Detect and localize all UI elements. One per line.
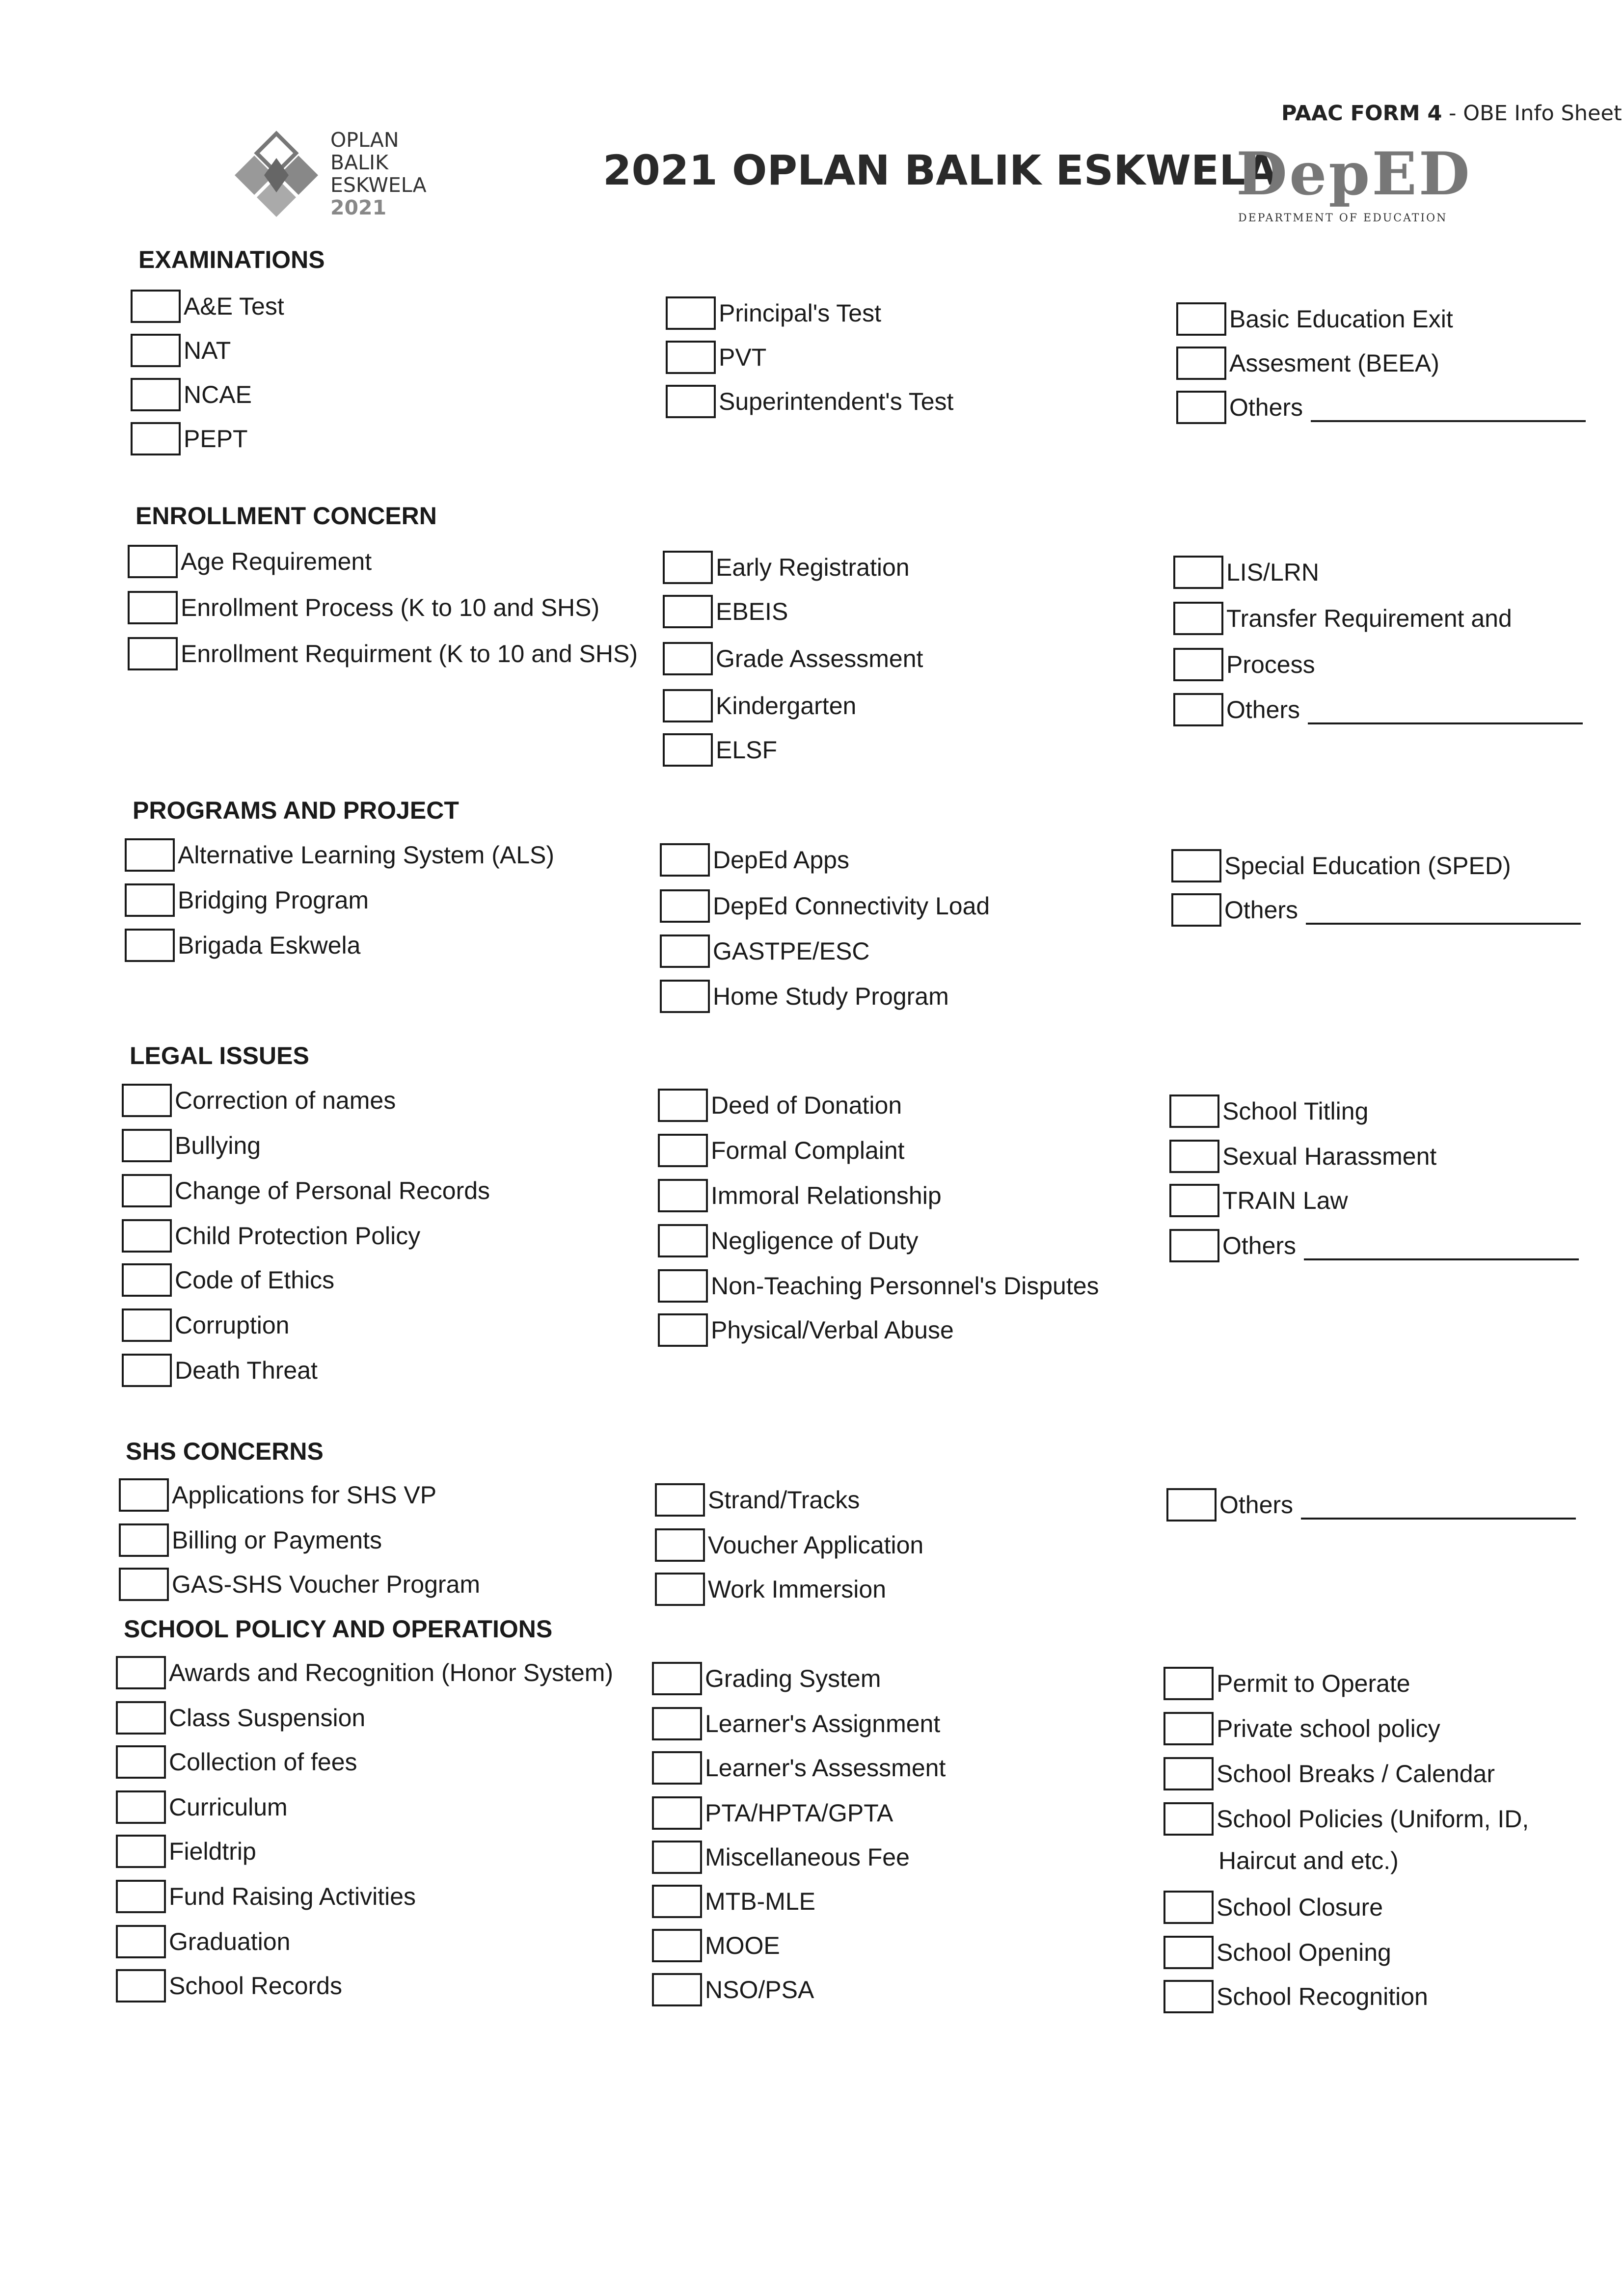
checkbox-box[interactable] (652, 1885, 702, 1918)
checkbox-box[interactable] (660, 980, 710, 1013)
checkbox-item[interactable] (666, 295, 881, 331)
checkbox-item[interactable] (116, 1789, 288, 1825)
checkbox-label: TRAIN Law (1222, 1187, 1348, 1214)
checkbox-label: School Records (169, 1972, 342, 2000)
checkbox-box[interactable] (128, 591, 178, 624)
checkbox-box[interactable] (1163, 1802, 1214, 1836)
checkbox-item[interactable] (1176, 301, 1453, 337)
checkbox-label: Private school policy (1217, 1715, 1440, 1742)
checkbox-box[interactable] (122, 1354, 172, 1387)
checkbox-box[interactable] (1169, 1140, 1219, 1173)
checkbox-item-others[interactable] (1173, 692, 1583, 727)
checkbox-label: Early Registration (716, 554, 910, 581)
checkbox-item[interactable] (1163, 1890, 1383, 1925)
checkbox-item-others[interactable] (1169, 1228, 1579, 1263)
checkbox-item[interactable] (1173, 555, 1319, 590)
checkbox-label: PVT (719, 344, 767, 371)
checkbox-item[interactable] (655, 1482, 860, 1518)
checkbox-item[interactable] (663, 688, 856, 723)
checkbox-box[interactable] (1163, 1712, 1214, 1745)
checkbox-box[interactable] (655, 1483, 705, 1517)
checkbox-item[interactable] (660, 979, 949, 1014)
checkbox-box[interactable] (116, 1790, 166, 1824)
checkbox-box[interactable] (1176, 391, 1226, 424)
checkbox-label: Fund Raising Activities (169, 1883, 416, 1910)
checkbox-box[interactable] (131, 334, 181, 367)
checkbox-box[interactable] (663, 595, 713, 628)
checkbox-label: Deed of Donation (711, 1092, 902, 1119)
checkbox-box[interactable] (652, 1973, 702, 2006)
checkbox-box[interactable] (658, 1134, 708, 1167)
checkbox-item[interactable] (658, 1178, 942, 1213)
oplan-logo-text: OPLAN BALIK ESKWELA 2021 (330, 128, 427, 219)
checkbox-label: Others (1222, 1232, 1297, 1259)
checkbox-item[interactable] (663, 550, 910, 585)
checkbox-box[interactable] (1166, 1488, 1217, 1522)
checkbox-label: DepEd Apps (713, 846, 849, 874)
checkbox-label: School Breaks / Calendar (1217, 1760, 1495, 1788)
checkbox-box[interactable] (652, 1707, 702, 1740)
checkbox-label: Enrollment Requirment (K to 10 and SHS) (181, 640, 638, 667)
checkbox-box[interactable] (116, 1969, 166, 2002)
checkbox-label: NSO/PSA (705, 1976, 814, 2003)
checkbox-box[interactable] (116, 1835, 166, 1868)
checkbox-item[interactable] (652, 1840, 910, 1875)
checkbox-label: Child Protection Policy (175, 1222, 421, 1250)
checkbox-item[interactable] (1173, 647, 1315, 682)
checkbox-item[interactable] (652, 1795, 893, 1831)
checkbox-item[interactable] (652, 1661, 881, 1696)
checkbox-label: School Titling (1222, 1097, 1369, 1125)
page-title: 2021 OPLAN BALIK ESKWELA (603, 146, 1277, 194)
checkbox-item[interactable] (122, 1262, 334, 1298)
checkbox-label: Special Education (SPED) (1224, 852, 1511, 880)
checkbox-item[interactable] (116, 1834, 256, 1869)
checkbox-item[interactable] (660, 888, 990, 924)
checkbox-item[interactable] (658, 1223, 918, 1258)
checkbox-label: Learner's Assessment (705, 1754, 946, 1782)
checkbox-box[interactable] (666, 341, 716, 374)
section-title-policy: SCHOOL POLICY AND OPERATIONS (124, 1615, 553, 1643)
checkbox-box[interactable] (116, 1701, 166, 1735)
checkbox-box[interactable] (122, 1219, 172, 1253)
checkbox-label: MTB-MLE (705, 1888, 815, 1915)
checkbox-box[interactable] (1169, 1095, 1219, 1128)
checkbox-item[interactable] (666, 340, 766, 375)
checkbox-label: PEPT (184, 425, 248, 453)
checkbox-box[interactable] (652, 1796, 702, 1830)
others-input-line[interactable] (1306, 903, 1581, 925)
checkbox-item[interactable] (125, 882, 369, 918)
section-title-examinations: EXAMINATIONS (138, 246, 325, 273)
checkbox-label: Corruption (175, 1311, 290, 1339)
checkbox-label: Formal Complaint (711, 1137, 905, 1164)
checkbox-item[interactable] (1163, 1801, 1529, 1837)
checkbox-box[interactable] (666, 385, 716, 418)
checkbox-box[interactable] (122, 1174, 172, 1207)
checkbox-box[interactable] (658, 1313, 708, 1347)
checkbox-item[interactable] (116, 1700, 365, 1735)
checkbox-label: Process (1226, 651, 1315, 678)
form-label: PAAC FORM 4 - OBE Info Sheet (1281, 101, 1622, 126)
checkbox-item[interactable] (116, 1924, 290, 1959)
checkbox-box[interactable] (655, 1573, 705, 1606)
checkbox-item[interactable] (663, 641, 923, 676)
checkbox-box[interactable] (131, 290, 181, 323)
checkbox-label: School Opening (1217, 1939, 1391, 1966)
checkbox-box[interactable] (658, 1224, 708, 1257)
checkbox-box[interactable] (660, 934, 710, 968)
checkbox-item[interactable] (658, 1088, 902, 1123)
checkbox-item[interactable] (122, 1173, 490, 1208)
checkbox-item[interactable] (1169, 1139, 1436, 1174)
checkbox-label: Applications for SHS VP (172, 1481, 437, 1509)
checkbox-item[interactable] (652, 1706, 940, 1741)
checkbox-box[interactable] (116, 1880, 166, 1913)
checkbox-box[interactable] (1171, 849, 1221, 882)
deped-logo: DepED DEPARTMENT OF EDUCATION (1236, 139, 1472, 224)
checkbox-box[interactable] (1169, 1184, 1219, 1217)
checkbox-item[interactable] (116, 1879, 416, 1914)
checkbox-box[interactable] (122, 1308, 172, 1342)
checkbox-label: Transfer Requirement and (1226, 605, 1512, 632)
checkbox-item[interactable] (131, 289, 284, 324)
checkbox-item[interactable] (122, 1083, 396, 1118)
checkbox-item-others[interactable] (1166, 1487, 1576, 1522)
checkbox-box[interactable] (652, 1751, 702, 1785)
checkbox-label: DepEd Connectivity Load (713, 892, 990, 920)
checkbox-label: Principal's Test (719, 299, 881, 327)
checkbox-label: Death Threat (175, 1357, 318, 1384)
checkbox-item[interactable] (663, 594, 788, 629)
checkbox-label: NCAE (184, 381, 252, 408)
checkbox-item[interactable] (663, 732, 777, 768)
checkbox-label: ELSF (716, 736, 778, 764)
checkbox-label: School Policies (Uniform, ID, (1217, 1805, 1529, 1833)
checkbox-label: Voucher Application (708, 1531, 924, 1559)
checkbox-item[interactable] (660, 842, 849, 878)
checkbox-box[interactable] (655, 1528, 705, 1562)
checkbox-label: GASTPE/ESC (713, 937, 870, 965)
checkbox-label: Home Study Program (713, 983, 949, 1010)
checkbox-label: Permit to Operate (1217, 1670, 1410, 1697)
checkbox-item[interactable] (128, 544, 372, 579)
checkbox-box[interactable] (1173, 556, 1223, 589)
checkbox-label: Negligence of Duty (711, 1227, 919, 1255)
section-title-shs: SHS CONCERNS (126, 1438, 324, 1465)
checkbox-item[interactable] (1171, 848, 1511, 883)
checkbox-box[interactable] (1163, 1980, 1214, 2013)
section-title-legal: LEGAL ISSUES (130, 1042, 309, 1069)
checkbox-label: Superintendent's Test (719, 388, 954, 415)
checkbox-item[interactable] (658, 1133, 905, 1168)
checkbox-label: LIS/LRN (1226, 559, 1319, 586)
checkbox-label: Enrollment Process (K to 10 and SHS) (181, 594, 600, 621)
checkbox-box[interactable] (1176, 302, 1226, 336)
checkbox-label-continuation: Haircut and etc.) (1218, 1847, 1399, 1874)
checkbox-label: A&E Test (184, 293, 284, 320)
checkbox-box[interactable] (128, 545, 178, 578)
checkbox-item-others[interactable] (1171, 892, 1581, 928)
checkbox-item[interactable] (1169, 1094, 1368, 1129)
checkbox-item[interactable] (655, 1527, 923, 1563)
checkbox-item[interactable] (125, 928, 360, 963)
checkbox-label: Fieldtrip (169, 1838, 256, 1865)
checkbox-box[interactable] (652, 1662, 702, 1695)
checkbox-item[interactable] (652, 1972, 814, 2007)
checkbox-box[interactable] (666, 296, 716, 330)
checkbox-box[interactable] (1173, 648, 1223, 681)
checkbox-box[interactable] (663, 689, 713, 722)
checkbox-label: GAS-SHS Voucher Program (172, 1571, 481, 1598)
checkbox-box[interactable] (119, 1523, 169, 1557)
checkbox-box[interactable] (658, 1089, 708, 1122)
checkbox-label: PTA/HPTA/GPTA (705, 1799, 893, 1827)
checkbox-item[interactable] (658, 1268, 1099, 1304)
oplan-logo (230, 129, 460, 227)
checkbox-label: Billing or Payments (172, 1526, 382, 1554)
checkbox-box[interactable] (663, 733, 713, 767)
checkbox-label: Others (1219, 1491, 1294, 1519)
checkbox-label: School Recognition (1217, 1983, 1428, 2010)
checkbox-item[interactable] (119, 1567, 480, 1602)
checkbox-item[interactable] (122, 1128, 261, 1163)
checkbox-box[interactable] (1169, 1229, 1219, 1262)
checkbox-label: Change of Personal Records (175, 1177, 490, 1204)
checkbox-item[interactable] (652, 1928, 780, 1963)
checkbox-label: Age Requirement (181, 548, 372, 575)
checkbox-item[interactable] (658, 1312, 954, 1348)
checkbox-box[interactable] (125, 838, 175, 872)
others-input-line[interactable] (1311, 400, 1586, 422)
checkbox-item[interactable] (652, 1750, 946, 1786)
checkbox-label: Curriculum (169, 1793, 288, 1821)
checkbox-label: Class Suspension (169, 1704, 366, 1732)
checkbox-item[interactable] (122, 1308, 289, 1343)
checkbox-label: Others (1226, 696, 1300, 723)
checkbox-item[interactable] (131, 377, 252, 412)
checkbox-label: Kindergarten (716, 692, 857, 720)
checkbox-label: Graduation (169, 1928, 291, 1955)
checkbox-box[interactable] (660, 889, 710, 923)
checkbox-label: EBEIS (716, 598, 788, 625)
checkbox-label: MOOE (705, 1932, 780, 1959)
checkbox-box[interactable] (663, 551, 713, 584)
checkbox-label: NAT (184, 337, 231, 364)
checkbox-item[interactable] (116, 1968, 342, 2003)
checkbox-item[interactable] (128, 590, 599, 625)
checkbox-item[interactable] (1163, 1979, 1428, 2014)
checkbox-box[interactable] (1176, 347, 1226, 380)
checkbox-box[interactable] (119, 1568, 169, 1601)
checkbox-label: Code of Ethics (175, 1266, 335, 1294)
checkbox-item[interactable] (1176, 346, 1439, 381)
checkbox-box[interactable] (652, 1929, 702, 1962)
oplan-diamond-icon (230, 129, 323, 227)
checkbox-label: Learner's Assignment (705, 1710, 941, 1737)
checkbox-box[interactable] (658, 1179, 708, 1212)
checkbox-item[interactable] (652, 1884, 815, 1919)
checkbox-item[interactable] (125, 837, 554, 873)
checkbox-box[interactable] (128, 637, 178, 670)
checkbox-label: Physical/Verbal Abuse (711, 1316, 954, 1344)
checkbox-label: School Closure (1217, 1894, 1383, 1921)
checkbox-label: Bridging Program (178, 886, 369, 914)
checkbox-item[interactable] (1163, 1756, 1495, 1791)
checkbox-label: Grading System (705, 1665, 881, 1692)
checkbox-box[interactable] (1173, 693, 1223, 726)
checkbox-item[interactable] (131, 421, 248, 456)
checkbox-label: Basic Education Exit (1229, 305, 1453, 333)
checkbox-label: Collection of fees (169, 1748, 357, 1776)
checkbox-box[interactable] (660, 843, 710, 877)
checkbox-item[interactable] (119, 1522, 382, 1558)
checkbox-box[interactable] (119, 1478, 169, 1512)
checkbox-box[interactable] (122, 1129, 172, 1162)
checkbox-box[interactable] (663, 642, 713, 675)
checkbox-item[interactable] (660, 934, 870, 969)
checkbox-item[interactable] (1163, 1935, 1391, 1970)
checkbox-label: Strand/Tracks (708, 1486, 860, 1514)
checkbox-box[interactable] (116, 1745, 166, 1779)
checkbox-item[interactable] (116, 1744, 357, 1780)
section-title-programs: PROGRAMS AND PROJECT (133, 797, 459, 824)
checkbox-label: Awards and Recognition (Honor System) (169, 1659, 614, 1686)
checkbox-item[interactable] (655, 1572, 886, 1607)
checkbox-label: Others (1224, 896, 1298, 924)
checkbox-label: Work Immersion (708, 1575, 887, 1603)
others-input-line[interactable] (1304, 1239, 1579, 1260)
checkbox-label: Correction of names (175, 1087, 396, 1114)
checkbox-box[interactable] (1163, 1667, 1214, 1700)
checkbox-box[interactable] (116, 1925, 166, 1958)
checkbox-label: Miscellaneous Fee (705, 1843, 910, 1871)
checkbox-box[interactable] (1163, 1936, 1214, 1969)
checkbox-box[interactable] (1171, 893, 1221, 927)
checkbox-label: Bullying (175, 1132, 261, 1159)
checkbox-item[interactable] (1173, 601, 1512, 636)
checkbox-box[interactable] (1173, 602, 1223, 635)
checkbox-box[interactable] (122, 1084, 172, 1117)
checkbox-label: Alternative Learning System (ALS) (178, 841, 555, 869)
checkbox-box[interactable] (658, 1269, 708, 1303)
checkbox-label: Assesment (BEEA) (1229, 349, 1439, 377)
checkbox-label: Others (1229, 394, 1303, 421)
checkbox-item[interactable] (128, 636, 638, 671)
checkbox-label: Non-Teaching Personnel's Disputes (711, 1272, 1099, 1300)
checkbox-box[interactable] (1163, 1891, 1214, 1924)
checkbox-label: Grade Assessment (716, 645, 923, 672)
checkbox-box[interactable] (652, 1841, 702, 1874)
checkbox-item-others[interactable] (1176, 390, 1586, 425)
others-input-line[interactable] (1308, 703, 1583, 724)
checkbox-box[interactable] (131, 378, 181, 411)
checkbox-item[interactable] (122, 1218, 420, 1254)
checkbox-item[interactable] (119, 1477, 436, 1513)
checkbox-label: Immoral Relationship (711, 1182, 942, 1209)
checkbox-box[interactable] (131, 422, 181, 455)
checkbox-box[interactable] (1163, 1757, 1214, 1790)
section-title-enrollment: ENROLLMENT CONCERN (135, 502, 437, 530)
checkbox-box[interactable] (122, 1263, 172, 1297)
checkbox-box[interactable] (125, 929, 175, 962)
checkbox-label: Sexual Harassment (1222, 1143, 1437, 1170)
others-input-line[interactable] (1301, 1498, 1576, 1520)
checkbox-label: Brigada Eskwela (178, 932, 361, 959)
checkbox-item[interactable] (131, 333, 231, 368)
checkbox-item[interactable] (1169, 1183, 1348, 1218)
checkbox-box[interactable] (116, 1656, 166, 1689)
checkbox-item[interactable] (666, 384, 953, 419)
checkbox-box[interactable] (125, 883, 175, 917)
checkbox-item[interactable] (122, 1353, 318, 1388)
checkbox-item[interactable] (116, 1655, 613, 1690)
checkbox-item[interactable] (1163, 1666, 1410, 1701)
checkbox-item[interactable] (1163, 1711, 1440, 1746)
